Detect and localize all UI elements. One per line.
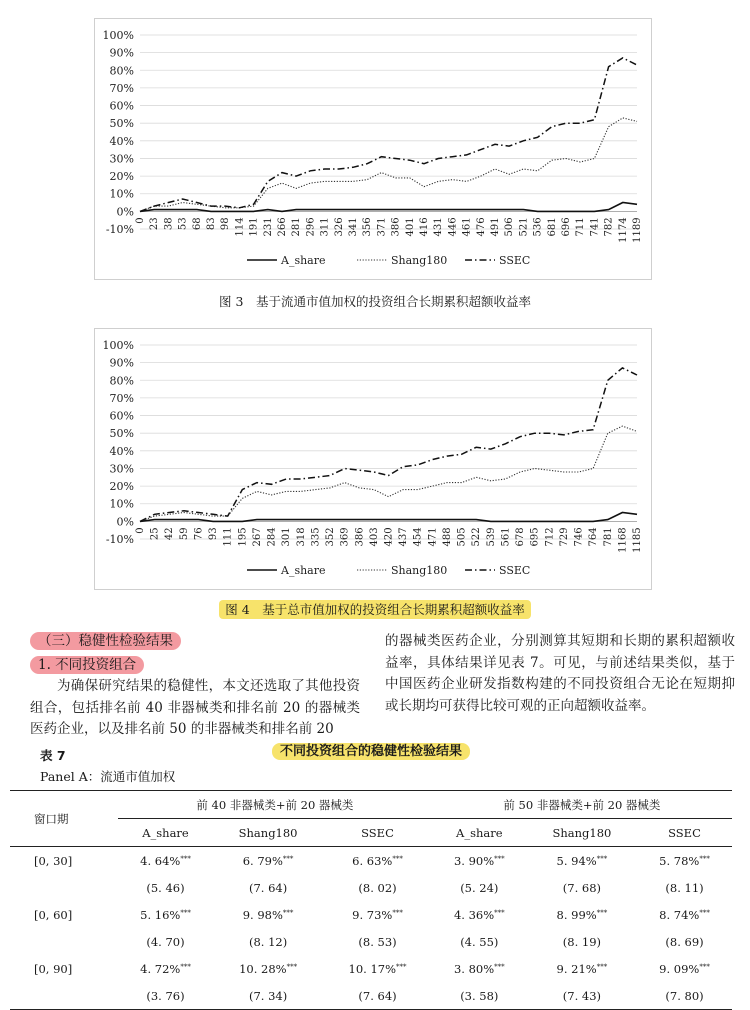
x-tick-label: 561	[500, 527, 512, 547]
x-tick-label: 678	[515, 527, 527, 547]
col-header: A_share	[142, 825, 189, 840]
figure-3-caption: 图 3 基于流通市值加权的投资组合长期累积超额收益率	[219, 294, 531, 309]
table-title: 不同投资组合的稳健性检验结果	[272, 743, 470, 760]
x-tick-label: 311	[319, 217, 331, 237]
x-tick-label: 1174	[617, 217, 629, 243]
value-cell: 5. 94%***	[556, 853, 608, 868]
y-tick-label: 40%	[109, 444, 134, 458]
t-stat-cell: (4. 70)	[146, 934, 185, 949]
x-tick-label: 681	[546, 217, 558, 237]
y-tick-label: 0%	[116, 515, 134, 529]
value-cell: 4. 64%***	[140, 853, 191, 868]
t-stat-cell: (4. 55)	[460, 934, 499, 949]
value-cell: 9. 21%***	[556, 961, 608, 976]
x-tick-label: 1185	[632, 527, 643, 553]
x-tick-label: 764	[588, 527, 600, 547]
group2-header: 前 50 非器械类+前 20 器械类	[432, 791, 732, 819]
y-tick-label: 90%	[109, 46, 134, 60]
x-tick-label: 729	[558, 527, 570, 547]
figure-4-chart	[94, 328, 652, 590]
x-tick-label: 281	[291, 217, 303, 237]
x-tick-label: 326	[333, 217, 345, 237]
t-stat-cell: (7. 68)	[562, 880, 602, 895]
value-cell: 9. 98%***	[242, 907, 294, 922]
table-row	[10, 928, 732, 955]
x-tick-label: 76	[193, 527, 205, 541]
x-tick-label: 431	[433, 217, 445, 237]
y-tick-label: 70%	[109, 81, 134, 95]
window-cell: [0, 30]	[34, 853, 73, 868]
group1-header: 前 40 非器械类+前 20 器械类	[118, 791, 432, 819]
x-tick-label: 301	[281, 527, 293, 547]
x-tick-label: 23	[149, 217, 161, 231]
t-stat-cell: (5. 46)	[146, 880, 185, 895]
x-tick-label: 746	[573, 527, 585, 547]
y-tick-label: 30%	[109, 152, 134, 166]
col-header: SSEC	[361, 825, 394, 840]
col-header: SSEC	[668, 825, 701, 840]
x-tick-label: 386	[354, 527, 366, 547]
legend-label: Shang180	[391, 564, 448, 577]
paragraph-left: 为确保研究结果的稳健性，本文还选取了其他投资组合，包括排名前 40 非器械类和排名前 20 的器械类医药企业，以及排名前 50 的非器械类和排名前 20	[30, 678, 360, 737]
x-tick-label: 296	[305, 217, 317, 237]
value-cell: 3. 90%***	[453, 853, 505, 868]
x-tick-label: 98	[220, 217, 232, 231]
paragraph-right: 的器械类医药企业，分别测算其短期和长期的累积超额收益率，具体结果详见表 7。可见，与前述结果类似，基于中国医药企业研发指数构建的不同投资组合无论在短期抑或长期均可获得比较可观的正向超额收益率。	[385, 633, 735, 714]
value-cell: 5. 16%***	[140, 907, 191, 922]
y-tick-label: 80%	[109, 374, 134, 388]
y-tick-label: 60%	[109, 99, 134, 113]
x-tick-label: 0	[135, 217, 146, 224]
x-tick-label: 195	[237, 527, 249, 547]
sub-heading: 1. 不同投资组合	[30, 656, 144, 674]
x-tick-label: 1189	[632, 217, 643, 243]
x-tick-label: 42	[164, 527, 176, 541]
table-row	[10, 901, 732, 928]
x-tick-label: 114	[234, 217, 246, 237]
value-cell: 3. 80%***	[453, 961, 505, 976]
x-tick-label: 403	[368, 527, 380, 547]
series-line-ssec	[140, 368, 637, 522]
figure-3-chart	[94, 18, 652, 280]
x-tick-label: 401	[404, 217, 416, 237]
figure-4-caption: 图 4 基于总市值加权的投资组合长期累积超额收益率	[219, 600, 530, 619]
table-row	[10, 847, 732, 875]
legend-label: Shang180	[391, 254, 448, 267]
line-chart	[95, 19, 651, 279]
t-stat-cell: (3. 58)	[460, 988, 499, 1003]
t-stat-cell: (8. 69)	[665, 934, 704, 949]
series-line-shang180	[140, 118, 637, 211]
x-tick-label: 491	[490, 217, 501, 237]
stub-header: 窗口期	[10, 791, 118, 847]
x-tick-label: 369	[339, 527, 351, 547]
value-cell: 6. 79%***	[242, 853, 294, 868]
value-cell: 5. 78%***	[659, 853, 710, 868]
y-tick-label: 60%	[109, 409, 134, 423]
table-row	[10, 955, 732, 982]
x-tick-label: 0	[135, 527, 146, 534]
legend-label: A_share	[281, 254, 326, 267]
x-tick-label: 191	[248, 217, 260, 237]
x-tick-label: 741	[589, 217, 601, 237]
value-cell: 9. 73%***	[352, 907, 403, 922]
x-tick-label: 371	[376, 217, 388, 237]
y-tick-label: 10%	[109, 187, 134, 201]
value-cell: 6. 63%***	[352, 853, 403, 868]
t-stat-cell: (8. 19)	[562, 934, 602, 949]
x-tick-label: 1168	[617, 527, 629, 553]
x-tick-label: 521	[518, 217, 530, 237]
x-tick-label: 83	[206, 217, 217, 231]
y-tick-label: 50%	[109, 427, 134, 441]
t-stat-cell: (7. 80)	[665, 988, 704, 1003]
value-cell: 8. 74%***	[659, 907, 710, 922]
col-header: A_share	[456, 825, 503, 840]
x-tick-label: 231	[262, 217, 274, 237]
legend-label: A_share	[281, 564, 326, 577]
x-tick-label: 505	[456, 527, 468, 547]
line-chart	[95, 329, 651, 589]
x-tick-label: 695	[529, 527, 541, 547]
x-tick-label: 420	[383, 527, 395, 547]
x-tick-label: 93	[208, 527, 220, 541]
x-tick-label: 386	[390, 217, 402, 237]
t-stat-cell: (7. 43)	[562, 988, 602, 1003]
x-tick-label: 111	[222, 527, 234, 547]
panel-label: Panel A：流通市值加权	[40, 769, 176, 784]
window-cell: [0, 90]	[34, 961, 73, 976]
x-tick-label: 454	[412, 527, 424, 547]
value-cell: 10. 17%***	[348, 961, 407, 976]
t-stat-cell: (8. 53)	[358, 934, 397, 949]
t-stat-cell: (7. 64)	[248, 880, 288, 895]
x-tick-label: 781	[602, 527, 614, 547]
x-tick-label: 352	[325, 527, 337, 547]
value-cell: 8. 99%***	[556, 907, 608, 922]
table-row	[10, 874, 732, 901]
legend-label: SSEC	[499, 564, 531, 577]
section-heading: （三）稳健性检验结果	[30, 632, 181, 650]
y-tick-label: 50%	[109, 117, 134, 131]
x-tick-label: 68	[191, 217, 203, 231]
y-tick-label: 20%	[109, 480, 134, 494]
y-tick-label: 20%	[109, 170, 134, 184]
value-cell: 4. 36%***	[453, 907, 505, 922]
y-tick-label: 40%	[109, 134, 134, 148]
y-tick-label: 90%	[109, 356, 134, 370]
t-stat-cell: (3. 76)	[146, 988, 185, 1003]
x-tick-label: 522	[471, 527, 483, 547]
robustness-table	[10, 790, 732, 1010]
table-row	[10, 982, 732, 1010]
x-tick-label: 266	[277, 217, 288, 237]
legend-label: SSEC	[499, 254, 531, 267]
x-tick-label: 335	[310, 527, 322, 547]
y-tick-label: -10%	[105, 533, 134, 546]
x-tick-label: 488	[441, 527, 453, 547]
x-tick-label: 25	[149, 527, 161, 541]
t-stat-cell: (8. 02)	[358, 880, 397, 895]
col-header: Shang180	[238, 825, 298, 840]
x-tick-label: 476	[475, 217, 487, 237]
x-tick-label: 711	[575, 217, 587, 237]
t-stat-cell: (7. 34)	[248, 988, 288, 1003]
x-tick-label: 461	[461, 217, 473, 237]
x-tick-label: 696	[561, 217, 572, 237]
y-tick-label: 0%	[116, 205, 134, 219]
y-tick-label: 70%	[109, 391, 134, 405]
x-tick-label: 446	[447, 217, 459, 237]
x-tick-label: 536	[532, 217, 544, 237]
y-tick-label: -10%	[105, 223, 134, 236]
value-cell: 10. 28%***	[239, 961, 298, 976]
t-stat-cell: (8. 12)	[248, 934, 288, 949]
y-tick-label: 100%	[102, 339, 134, 352]
x-tick-label: 437	[398, 527, 410, 547]
window-cell: [0, 60]	[34, 907, 73, 922]
x-tick-label: 506	[504, 217, 516, 237]
value-cell: 4. 72%***	[140, 961, 191, 976]
y-tick-label: 30%	[109, 462, 134, 476]
x-tick-label: 318	[295, 527, 307, 547]
x-tick-label: 38	[163, 217, 175, 231]
series-line-ssec	[140, 58, 637, 212]
x-tick-label: 782	[603, 217, 615, 237]
x-tick-label: 53	[177, 217, 189, 231]
y-tick-label: 80%	[109, 64, 134, 78]
x-tick-label: 341	[348, 217, 359, 237]
x-tick-label: 471	[427, 527, 439, 547]
value-cell: 9. 09%***	[659, 961, 710, 976]
x-tick-label: 356	[362, 217, 374, 237]
x-tick-label: 712	[544, 527, 556, 547]
series-line-shang180	[140, 426, 637, 521]
t-stat-cell: (5. 24)	[460, 880, 499, 895]
t-stat-cell: (8. 11)	[665, 880, 704, 895]
x-tick-label: 284	[266, 527, 278, 547]
x-tick-label: 539	[485, 527, 497, 547]
x-tick-label: 59	[178, 527, 190, 541]
y-tick-label: 10%	[109, 497, 134, 511]
t-stat-cell: (7. 64)	[358, 988, 397, 1003]
x-tick-label: 416	[419, 217, 430, 237]
x-tick-label: 267	[251, 527, 263, 547]
table-label: 表 7	[40, 748, 66, 763]
col-header: Shang180	[552, 825, 612, 840]
y-tick-label: 100%	[102, 29, 134, 42]
